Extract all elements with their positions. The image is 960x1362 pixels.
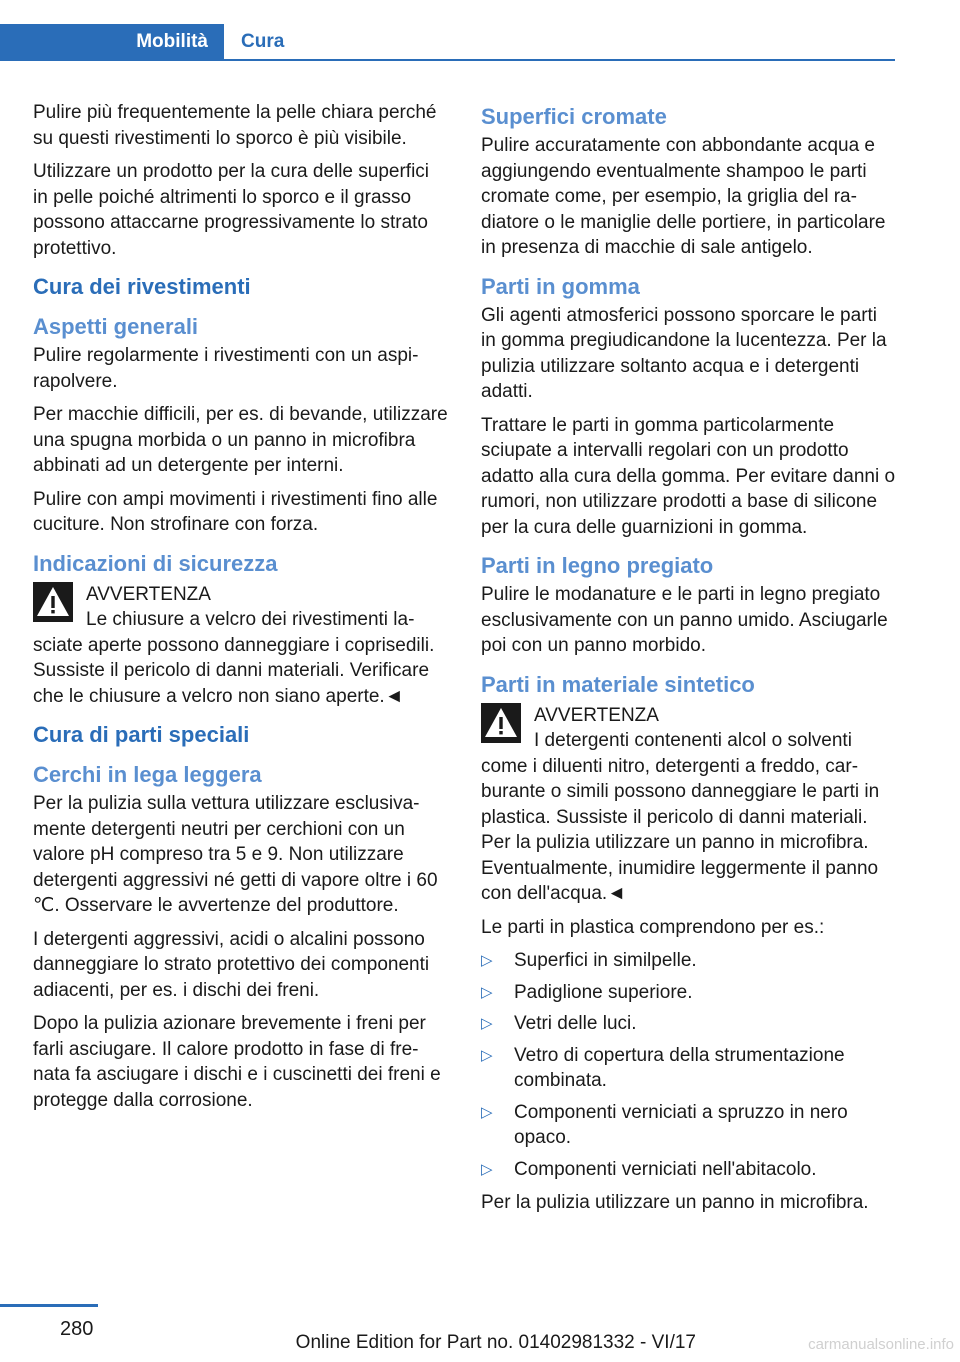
paragraph: Per la pulizia sulla vettura utilizzare esclusivamente detergenti neutri per cerchioni con un valore pH compreso tra 5 e 9. Non utilizzare detergenti aggressivi né getti di vapore oltre i 60 ℃. Osservare le avvertenze del produttore. [33,793,438,916]
list-item-text: Padiglione superiore. [514,981,693,1003]
triangle-bullet-icon: ▷ [481,983,493,1001]
right-column [481,100,896,1224]
heading-parti-legno: Parti in legno pregiato [481,553,714,578]
triangle-bullet-icon: ▷ [481,952,493,969]
paragraph: Pulire più frequentemente la pelle chiara perché su questi rivestimenti lo sporco è più visibile. [33,102,437,149]
tab-mobilita-label: Mobilità [136,31,208,52]
footer-rule [0,1304,98,1307]
paragraph: Per la pulizia utilizzare un panno in microfibra. [481,1192,869,1213]
list-item-text: Vetro di copertura della strumentazione combinata. [514,1044,845,1091]
triangle-bullet-icon: ▷ [481,1160,493,1178]
warning-triangle-icon [481,703,521,743]
list-item [481,948,896,974]
list-intro: Le parti in plastica comprendono per es.: [481,916,825,938]
heading-superfici-cromate: Superfici cromate [481,104,667,129]
list-item-text: Superfici in similpelle. [514,950,697,971]
paragraph: Gli agenti atmosferici possono sporcare le parti in gomma pregiudicandone la lucentezza. Per la pulizia utilizzare soltanto acqua e i detergenti adatti. [481,304,887,402]
paragraph: Utilizzare un prodotto per la cura delle superfici in pelle poiché altrimenti lo sporco e il grasso possono attaccarne progressivamente lo strato protettivo. [33,161,430,259]
heading-cura-rivestimenti: Cura dei rivestimenti [33,274,251,299]
warning-triangle-icon [33,582,73,622]
list-item-text: Componenti verniciati a spruzzo in nero opaco. [514,1101,848,1148]
warning-block [481,701,896,907]
tab-cura [224,24,895,61]
triangle-bullet-icon: ▷ [481,1015,493,1032]
left-column [33,100,448,1121]
list-item [481,1011,896,1037]
triangle-bullet-icon: ▷ [481,1046,493,1064]
list-item [481,1043,896,1094]
warning-title: AVVERTENZA [86,583,211,605]
heading-cura-parti-speciali: Cura di parti speciali [33,722,250,747]
paragraph: Pulire le modanature e le parti in legno pregiato esclusivamente con un panno umido. Asciugarle poi con un panno morbido. [481,584,888,656]
warning-text: Le chiusure a velcro dei rivestimenti lasciate aperte possono danneggiare i coprisedili. Sussiste il pericolo di danni materiali. Verificare che le chiusure a velcro non siano aperte.◄ [33,609,435,707]
paragraph: Pulire accuratamente con abbondante acqua e aggiungendo eventualmente shampoo le parti cromate come, per esempio, la griglia del radiatore o le maniglie delle portiere, in particolare in presenza di macchie di sale antigelo. [481,135,886,258]
heading-indicazioni-sicurezza: Indicazioni di sicurezza [33,550,278,576]
list-item-text: Vetri delle luci. [514,1013,637,1034]
watermark: carmanualsonline.info [808,1336,954,1353]
paragraph: Pulire con ampi movimenti i rivestimenti fino alle cuciture. Non strofinare con forza. [33,488,438,535]
heading-parti-gomma: Parti in gomma [481,273,640,299]
heading-aspetti-generali: Aspetti generali [33,314,199,339]
list-item-text: Componenti verniciati nell'abitacolo. [514,1158,817,1180]
tab-mobilita [0,24,224,61]
list-item [481,1157,896,1183]
tab-cura-label: Cura [241,31,285,52]
page-number: 280 [60,1318,94,1340]
list-item [481,1100,896,1151]
warning-title: AVVERTENZA [534,704,659,726]
page-header [0,0,960,64]
paragraph: Dopo la pulizia azionare brevemente i freni per farli asciugare. Il calore prodotto in fase di frenata fa asciugare i dischi e i cuscinetti dei freni e protegge dalla corrosione. [33,1013,441,1111]
edition-note: Online Edition for Part no. 01402981332 - VI/17 [295,1332,696,1353]
heading-cerchi-lega: Cerchi in lega leggera [33,762,262,787]
paragraph: Pulire regolarmente i rivestimenti con un aspirapolvere. [33,345,419,392]
paragraph: Trattare le parti in gomma particolarmente sciupate a intervalli regolari con un prodotto adatto alla cura della gomma. Per evitare danni o rumori, non utilizzare prodotti a base di silicone per la cura delle guarnizioni in gomma. [481,414,896,538]
plastic-parts-list [481,948,896,1182]
warning-text: I detergenti contenenti alcol o solventi come i diluenti nitro, detergenti a freddo, carburante o simili possono danneggiare le parti in plastica. Sussiste il pericolo di danni materiali. Per la pulizia utilizzare un panno in microfibra. Eventualmente, inumidire leggermente il panno con dell'acqua.◄ [481,730,880,904]
warning-block [33,580,448,710]
paragraph: Per macchie difficili, per es. di bevande, utilizzare una spugna morbida o un panno in microfibra abbinati ad un detergente per interni. [33,404,448,476]
list-item [481,980,896,1006]
heading-parti-sintetico: Parti in materiale sintetico [481,671,755,697]
paragraph: I detergenti aggressivi, acidi o alcalini possono danneggiare lo strato protettivo dei componenti adiacenti, per es. i dischi dei freni. [33,928,430,1001]
triangle-bullet-icon: ▷ [481,1103,493,1121]
